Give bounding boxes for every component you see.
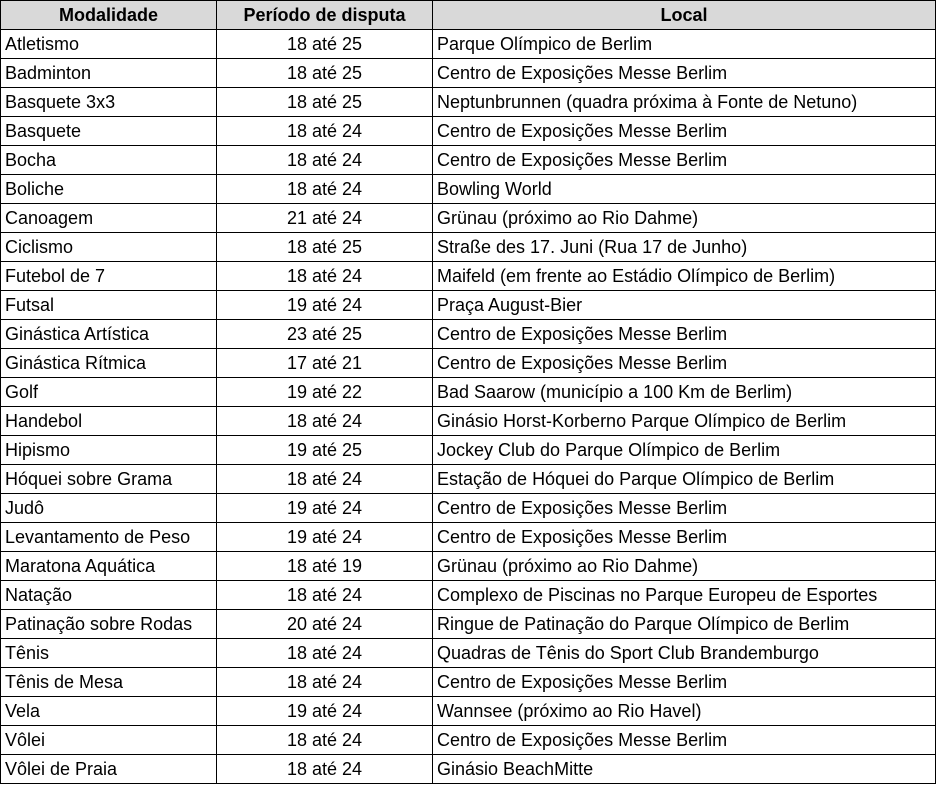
cell-modalidade[interactable]: Vôlei <box>1 726 217 755</box>
table-row <box>1 697 936 726</box>
table-row <box>1 378 936 407</box>
cell-modalidade[interactable]: Canoagem <box>1 204 217 233</box>
cell-modalidade[interactable]: Natação <box>1 581 217 610</box>
table-row <box>1 726 936 755</box>
cell-local[interactable]: Centro de Exposições Messe Berlim <box>433 146 936 175</box>
cell-modalidade[interactable]: Vôlei de Praia <box>1 755 217 784</box>
cell-periodo[interactable]: 20 até 24 <box>217 610 433 639</box>
table-row <box>1 146 936 175</box>
cell-local[interactable]: Grünau (próximo ao Rio Dahme) <box>433 204 936 233</box>
table-row <box>1 407 936 436</box>
table-body <box>1 30 936 784</box>
cell-modalidade[interactable]: Futebol de 7 <box>1 262 217 291</box>
cell-local[interactable]: Maifeld (em frente ao Estádio Olímpico de Berlim) <box>433 262 936 291</box>
cell-periodo[interactable]: 18 até 25 <box>217 30 433 59</box>
table-row <box>1 204 936 233</box>
cell-periodo[interactable]: 19 até 24 <box>217 291 433 320</box>
cell-local[interactable]: Centro de Exposições Messe Berlim <box>433 59 936 88</box>
cell-periodo[interactable]: 18 até 24 <box>217 755 433 784</box>
cell-local[interactable]: Centro de Exposições Messe Berlim <box>433 523 936 552</box>
cell-modalidade[interactable]: Basquete <box>1 117 217 146</box>
table-row <box>1 88 936 117</box>
cell-periodo[interactable]: 18 até 24 <box>217 639 433 668</box>
table-header <box>1 1 936 30</box>
table-row <box>1 610 936 639</box>
cell-periodo[interactable]: 19 até 24 <box>217 494 433 523</box>
cell-local[interactable]: Ringue de Patinação do Parque Olímpico de Berlim <box>433 610 936 639</box>
cell-local[interactable]: Praça August-Bier <box>433 291 936 320</box>
cell-local[interactable]: Centro de Exposições Messe Berlim <box>433 494 936 523</box>
cell-periodo[interactable]: 19 até 25 <box>217 436 433 465</box>
table-row <box>1 668 936 697</box>
table-row <box>1 59 936 88</box>
header-modalidade[interactable]: Modalidade <box>1 1 217 30</box>
cell-local[interactable]: Centro de Exposições Messe Berlim <box>433 320 936 349</box>
cell-periodo[interactable]: 18 até 25 <box>217 59 433 88</box>
table-row <box>1 30 936 59</box>
cell-modalidade[interactable]: Golf <box>1 378 217 407</box>
cell-periodo[interactable]: 18 até 24 <box>217 117 433 146</box>
table-row <box>1 262 936 291</box>
cell-local[interactable]: Estação de Hóquei do Parque Olímpico de Berlim <box>433 465 936 494</box>
cell-periodo[interactable]: 18 até 25 <box>217 88 433 117</box>
table-row <box>1 233 936 262</box>
cell-local[interactable]: Neptunbrunnen (quadra próxima à Fonte de Netuno) <box>433 88 936 117</box>
cell-modalidade[interactable]: Tênis <box>1 639 217 668</box>
header-local[interactable]: Local <box>433 1 936 30</box>
cell-periodo[interactable]: 19 até 24 <box>217 697 433 726</box>
table-row <box>1 755 936 784</box>
cell-local[interactable]: Centro de Exposições Messe Berlim <box>433 349 936 378</box>
cell-local[interactable]: Straße des 17. Juni (Rua 17 de Junho) <box>433 233 936 262</box>
cell-modalidade[interactable]: Ciclismo <box>1 233 217 262</box>
cell-modalidade[interactable]: Maratona Aquática <box>1 552 217 581</box>
cell-modalidade[interactable]: Ginástica Artística <box>1 320 217 349</box>
table-row <box>1 581 936 610</box>
cell-periodo[interactable]: 19 até 22 <box>217 378 433 407</box>
cell-periodo[interactable]: 18 até 24 <box>217 726 433 755</box>
table-row <box>1 552 936 581</box>
cell-modalidade[interactable]: Bocha <box>1 146 217 175</box>
cell-local[interactable]: Bad Saarow (município a 100 Km de Berlim) <box>433 378 936 407</box>
cell-modalidade[interactable]: Futsal <box>1 291 217 320</box>
cell-local[interactable]: Centro de Exposições Messe Berlim <box>433 726 936 755</box>
cell-modalidade[interactable]: Basquete 3x3 <box>1 88 217 117</box>
table-row <box>1 639 936 668</box>
cell-modalidade[interactable]: Hóquei sobre Grama <box>1 465 217 494</box>
cell-modalidade[interactable]: Levantamento de Peso <box>1 523 217 552</box>
cell-modalidade[interactable]: Tênis de Mesa <box>1 668 217 697</box>
cell-local[interactable]: Bowling World <box>433 175 936 204</box>
cell-periodo[interactable]: 18 até 24 <box>217 262 433 291</box>
cell-periodo[interactable]: 21 até 24 <box>217 204 433 233</box>
cell-local[interactable]: Ginásio BeachMitte <box>433 755 936 784</box>
cell-local[interactable]: Parque Olímpico de Berlim <box>433 30 936 59</box>
cell-periodo[interactable]: 17 até 21 <box>217 349 433 378</box>
cell-local[interactable]: Jockey Club do Parque Olímpico de Berlim <box>433 436 936 465</box>
header-row <box>1 1 936 30</box>
cell-modalidade[interactable]: Atletismo <box>1 30 217 59</box>
header-periodo[interactable]: Período de disputa <box>217 1 433 30</box>
cell-modalidade[interactable]: Badminton <box>1 59 217 88</box>
cell-local[interactable]: Grünau (próximo ao Rio Dahme) <box>433 552 936 581</box>
table-row <box>1 320 936 349</box>
cell-local[interactable]: Quadras de Tênis do Sport Club Brandemburgo <box>433 639 936 668</box>
cell-periodo[interactable]: 23 até 25 <box>217 320 433 349</box>
cell-local[interactable]: Centro de Exposições Messe Berlim <box>433 668 936 697</box>
cell-periodo[interactable]: 18 até 24 <box>217 407 433 436</box>
cell-periodo[interactable]: 18 até 24 <box>217 175 433 204</box>
cell-modalidade[interactable]: Hipismo <box>1 436 217 465</box>
table-row <box>1 349 936 378</box>
cell-local[interactable]: Complexo de Piscinas no Parque Europeu de Esportes <box>433 581 936 610</box>
cell-local[interactable]: Ginásio Horst-Korberno Parque Olímpico de Berlim <box>433 407 936 436</box>
cell-modalidade[interactable]: Boliche <box>1 175 217 204</box>
cell-modalidade[interactable]: Vela <box>1 697 217 726</box>
cell-periodo[interactable]: 18 até 25 <box>217 233 433 262</box>
cell-periodo[interactable]: 18 até 19 <box>217 552 433 581</box>
table-row <box>1 291 936 320</box>
cell-local[interactable]: Centro de Exposições Messe Berlim <box>433 117 936 146</box>
cell-modalidade[interactable]: Ginástica Rítmica <box>1 349 217 378</box>
table-row <box>1 494 936 523</box>
cell-periodo[interactable]: 18 até 24 <box>217 146 433 175</box>
table-row <box>1 175 936 204</box>
cell-periodo[interactable]: 18 até 24 <box>217 581 433 610</box>
cell-local[interactable]: Wannsee (próximo ao Rio Havel) <box>433 697 936 726</box>
table-row <box>1 117 936 146</box>
table-row <box>1 465 936 494</box>
cell-modalidade[interactable]: Patinação sobre Rodas <box>1 610 217 639</box>
cell-modalidade[interactable]: Judô <box>1 494 217 523</box>
cell-periodo[interactable]: 19 até 24 <box>217 523 433 552</box>
cell-modalidade[interactable]: Handebol <box>1 407 217 436</box>
table-row <box>1 436 936 465</box>
table-row <box>1 523 936 552</box>
cell-periodo[interactable]: 18 até 24 <box>217 465 433 494</box>
cell-periodo[interactable]: 18 até 24 <box>217 668 433 697</box>
